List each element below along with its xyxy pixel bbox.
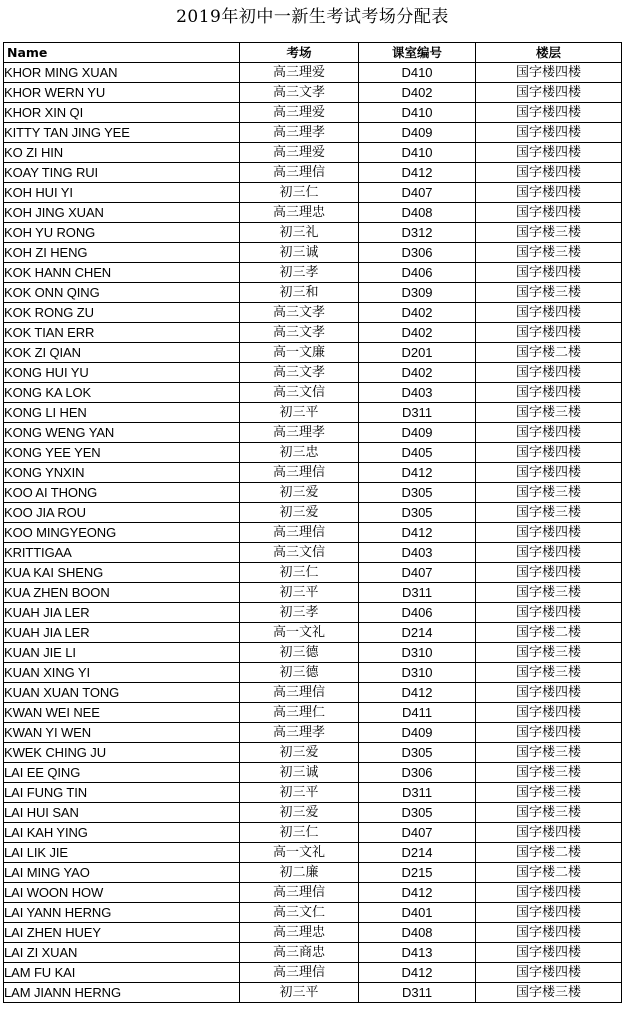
student-name-cell: KOAY TING RUI — [4, 163, 240, 183]
exam-hall-cell: 高三文孝 — [240, 83, 359, 103]
exam-hall-cell: 初三诚 — [240, 763, 359, 783]
room-number-cell: D406 — [359, 603, 476, 623]
room-number-cell: D305 — [359, 803, 476, 823]
room-number-cell: D402 — [359, 83, 476, 103]
room-number-cell: D305 — [359, 483, 476, 503]
table-row — [4, 223, 622, 243]
student-name-cell: LAI LIK JIE — [4, 843, 240, 863]
floor-cell: 国字楼四楼 — [476, 923, 622, 943]
room-number-cell: D311 — [359, 983, 476, 1003]
floor-cell: 国字楼三楼 — [476, 743, 622, 763]
student-name-cell: KITTY TAN JING YEE — [4, 123, 240, 143]
student-name-cell: LAI FUNG TIN — [4, 783, 240, 803]
exam-hall-cell: 初三仁 — [240, 183, 359, 203]
room-number-cell: D311 — [359, 783, 476, 803]
exam-hall-cell: 初三仁 — [240, 563, 359, 583]
exam-hall-cell: 初三平 — [240, 783, 359, 803]
table-row — [4, 983, 622, 1003]
exam-hall-cell: 初三爱 — [240, 803, 359, 823]
exam-hall-cell: 高三理忠 — [240, 203, 359, 223]
exam-hall-cell: 初三德 — [240, 663, 359, 683]
student-name-cell: LAI YANN HERNG — [4, 903, 240, 923]
table-row — [4, 563, 622, 583]
student-name-cell: LAI ZI XUAN — [4, 943, 240, 963]
column-header-hall: 考场 — [240, 43, 359, 63]
room-number-cell: D214 — [359, 623, 476, 643]
exam-hall-cell: 高三理孝 — [240, 123, 359, 143]
exam-hall-cell: 高一文廉 — [240, 343, 359, 363]
floor-cell: 国字楼三楼 — [476, 483, 622, 503]
room-number-cell: D412 — [359, 883, 476, 903]
table-row — [4, 783, 622, 803]
column-header-name: Name — [4, 43, 240, 63]
room-number-cell: D403 — [359, 543, 476, 563]
table-row — [4, 903, 622, 923]
floor-cell: 国字楼三楼 — [476, 783, 622, 803]
room-number-cell: D412 — [359, 523, 476, 543]
table-row — [4, 283, 622, 303]
student-name-cell: KOK TIAN ERR — [4, 323, 240, 343]
table-row — [4, 623, 622, 643]
room-number-cell: D305 — [359, 503, 476, 523]
room-number-cell: D408 — [359, 923, 476, 943]
room-number-cell: D305 — [359, 743, 476, 763]
table-row — [4, 863, 622, 883]
floor-cell: 国字楼四楼 — [476, 723, 622, 743]
student-name-cell: LAI KAH YING — [4, 823, 240, 843]
room-number-cell: D214 — [359, 843, 476, 863]
table-row — [4, 643, 622, 663]
table-row — [4, 63, 622, 83]
student-name-cell: KONG YEE YEN — [4, 443, 240, 463]
exam-hall-cell: 初三忠 — [240, 443, 359, 463]
floor-cell: 国字楼四楼 — [476, 563, 622, 583]
room-number-cell: D406 — [359, 263, 476, 283]
floor-cell: 国字楼四楼 — [476, 543, 622, 563]
student-name-cell: KOO AI THONG — [4, 483, 240, 503]
exam-hall-cell: 高三文孝 — [240, 323, 359, 343]
floor-cell: 国字楼三楼 — [476, 763, 622, 783]
room-number-cell: D402 — [359, 303, 476, 323]
table-row — [4, 103, 622, 123]
room-number-cell: D411 — [359, 703, 476, 723]
exam-hall-cell: 高三理信 — [240, 463, 359, 483]
room-number-cell: D402 — [359, 323, 476, 343]
table-row — [4, 303, 622, 323]
room-number-cell: D407 — [359, 823, 476, 843]
floor-cell: 国字楼四楼 — [476, 83, 622, 103]
table-row — [4, 83, 622, 103]
room-number-cell: D215 — [359, 863, 476, 883]
student-name-cell: KOH YU RONG — [4, 223, 240, 243]
floor-cell: 国字楼三楼 — [476, 643, 622, 663]
room-number-cell: D306 — [359, 243, 476, 263]
table-row — [4, 683, 622, 703]
table-row — [4, 403, 622, 423]
exam-hall-cell: 初三爱 — [240, 483, 359, 503]
floor-cell: 国字楼二楼 — [476, 623, 622, 643]
exam-hall-cell: 初三爱 — [240, 503, 359, 523]
student-name-cell: KONG YNXIN — [4, 463, 240, 483]
exam-hall-cell: 高三理信 — [240, 163, 359, 183]
room-number-cell: D312 — [359, 223, 476, 243]
exam-hall-cell: 初三礼 — [240, 223, 359, 243]
floor-cell: 国字楼三楼 — [476, 403, 622, 423]
exam-hall-cell: 初三仁 — [240, 823, 359, 843]
floor-cell: 国字楼四楼 — [476, 523, 622, 543]
student-name-cell: LAM JIANN HERNG — [4, 983, 240, 1003]
student-name-cell: KONG KA LOK — [4, 383, 240, 403]
room-number-cell: D405 — [359, 443, 476, 463]
student-name-cell: KHOR WERN YU — [4, 83, 240, 103]
room-number-cell: D410 — [359, 103, 476, 123]
table-row — [4, 883, 622, 903]
student-name-cell: LAM FU KAI — [4, 963, 240, 983]
table-row — [4, 843, 622, 863]
exam-hall-cell: 高三理信 — [240, 683, 359, 703]
floor-cell: 国字楼四楼 — [476, 883, 622, 903]
table-body — [4, 63, 622, 1003]
student-name-cell: KWAN YI WEN — [4, 723, 240, 743]
student-name-cell: KOH ZI HENG — [4, 243, 240, 263]
column-header-room: 课室编号 — [359, 43, 476, 63]
column-header-floor: 楼层 — [476, 43, 622, 63]
student-name-cell: KOO MINGYEONG — [4, 523, 240, 543]
room-number-cell: D412 — [359, 163, 476, 183]
student-name-cell: KONG LI HEN — [4, 403, 240, 423]
exam-hall-cell: 高三理忠 — [240, 923, 359, 943]
floor-cell: 国字楼四楼 — [476, 63, 622, 83]
exam-hall-cell: 高三文信 — [240, 383, 359, 403]
floor-cell: 国字楼四楼 — [476, 423, 622, 443]
exam-hall-cell: 高三理爱 — [240, 103, 359, 123]
page-title: 2019年初中一新生考试考场分配表 — [176, 7, 449, 27]
table-row — [4, 583, 622, 603]
floor-cell: 国字楼三楼 — [476, 583, 622, 603]
table-row — [4, 963, 622, 983]
table-row — [4, 943, 622, 963]
exam-hall-cell: 高三文孝 — [240, 363, 359, 383]
table-row — [4, 503, 622, 523]
student-name-cell: KONG HUI YU — [4, 363, 240, 383]
room-number-cell: D410 — [359, 143, 476, 163]
floor-cell: 国字楼三楼 — [476, 223, 622, 243]
student-name-cell: KUAN XING YI — [4, 663, 240, 683]
floor-cell: 国字楼四楼 — [476, 183, 622, 203]
exam-hall-cell: 高三理孝 — [240, 423, 359, 443]
table-row — [4, 523, 622, 543]
room-number-cell: D201 — [359, 343, 476, 363]
exam-hall-cell: 高一文礼 — [240, 843, 359, 863]
student-name-cell: KUAH JIA LER — [4, 603, 240, 623]
student-name-cell: LAI EE QING — [4, 763, 240, 783]
student-name-cell: KOH JING XUAN — [4, 203, 240, 223]
exam-hall-cell: 初三和 — [240, 283, 359, 303]
table-row — [4, 363, 622, 383]
student-name-cell: KOK RONG ZU — [4, 303, 240, 323]
student-name-cell: KWEK CHING JU — [4, 743, 240, 763]
room-number-cell: D402 — [359, 363, 476, 383]
table-row — [4, 443, 622, 463]
floor-cell: 国字楼四楼 — [476, 163, 622, 183]
table-row — [4, 243, 622, 263]
exam-hall-cell: 初三诚 — [240, 243, 359, 263]
table-row — [4, 483, 622, 503]
student-name-cell: KOH HUI YI — [4, 183, 240, 203]
exam-hall-cell: 高三理爱 — [240, 143, 359, 163]
exam-hall-cell: 高三商忠 — [240, 943, 359, 963]
exam-hall-cell: 初二廉 — [240, 863, 359, 883]
floor-cell: 国字楼四楼 — [476, 823, 622, 843]
floor-cell: 国字楼三楼 — [476, 503, 622, 523]
room-number-cell: D403 — [359, 383, 476, 403]
exam-hall-cell: 初三孝 — [240, 603, 359, 623]
table-row — [4, 183, 622, 203]
table-row — [4, 823, 622, 843]
room-number-cell: D412 — [359, 683, 476, 703]
room-number-cell: D310 — [359, 643, 476, 663]
room-number-cell: D401 — [359, 903, 476, 923]
floor-cell: 国字楼四楼 — [476, 443, 622, 463]
table-row — [4, 263, 622, 283]
exam-allocation-table — [3, 42, 622, 1003]
floor-cell: 国字楼四楼 — [476, 263, 622, 283]
floor-cell: 国字楼三楼 — [476, 283, 622, 303]
floor-cell: 国字楼三楼 — [476, 663, 622, 683]
student-name-cell: KHOR MING XUAN — [4, 63, 240, 83]
exam-hall-cell: 高三理孝 — [240, 723, 359, 743]
exam-hall-cell: 高三理爱 — [240, 63, 359, 83]
exam-hall-cell: 初三德 — [240, 643, 359, 663]
student-name-cell: KWAN WEI NEE — [4, 703, 240, 723]
room-number-cell: D409 — [359, 723, 476, 743]
exam-hall-cell: 高三文孝 — [240, 303, 359, 323]
room-number-cell: D412 — [359, 463, 476, 483]
table-row — [4, 123, 622, 143]
floor-cell: 国字楼四楼 — [476, 943, 622, 963]
student-name-cell: LAI MING YAO — [4, 863, 240, 883]
student-name-cell: KOK HANN CHEN — [4, 263, 240, 283]
floor-cell: 国字楼三楼 — [476, 243, 622, 263]
table-row — [4, 763, 622, 783]
student-name-cell: LAI ZHEN HUEY — [4, 923, 240, 943]
room-number-cell: D306 — [359, 763, 476, 783]
floor-cell: 国字楼二楼 — [476, 863, 622, 883]
room-number-cell: D409 — [359, 423, 476, 443]
table-row — [4, 203, 622, 223]
table-row — [4, 143, 622, 163]
exam-hall-cell: 高三理信 — [240, 523, 359, 543]
student-name-cell: KRITTIGAA — [4, 543, 240, 563]
room-number-cell: D410 — [359, 63, 476, 83]
exam-hall-cell: 初三孝 — [240, 263, 359, 283]
floor-cell: 国字楼四楼 — [476, 703, 622, 723]
floor-cell: 国字楼四楼 — [476, 143, 622, 163]
room-number-cell: D408 — [359, 203, 476, 223]
floor-cell: 国字楼四楼 — [476, 463, 622, 483]
table-row — [4, 163, 622, 183]
room-number-cell: D412 — [359, 963, 476, 983]
exam-hall-cell: 高三理仁 — [240, 703, 359, 723]
table-row — [4, 603, 622, 623]
table-header-row — [4, 43, 622, 63]
student-name-cell: KUAH JIA LER — [4, 623, 240, 643]
room-number-cell: D311 — [359, 583, 476, 603]
room-number-cell: D311 — [359, 403, 476, 423]
floor-cell: 国字楼四楼 — [476, 963, 622, 983]
student-name-cell: KUAN JIE LI — [4, 643, 240, 663]
table-row — [4, 723, 622, 743]
student-name-cell: KONG WENG YAN — [4, 423, 240, 443]
exam-hall-cell: 初三爱 — [240, 743, 359, 763]
room-number-cell: D407 — [359, 183, 476, 203]
table-row — [4, 383, 622, 403]
student-name-cell: KUA ZHEN BOON — [4, 583, 240, 603]
exam-hall-cell: 高三理信 — [240, 883, 359, 903]
floor-cell: 国字楼二楼 — [476, 843, 622, 863]
exam-hall-cell: 初三平 — [240, 583, 359, 603]
table-row — [4, 343, 622, 363]
floor-cell: 国字楼四楼 — [476, 103, 622, 123]
room-number-cell: D309 — [359, 283, 476, 303]
student-name-cell: KO ZI HIN — [4, 143, 240, 163]
student-name-cell: KHOR XIN QI — [4, 103, 240, 123]
table-row — [4, 923, 622, 943]
exam-hall-cell: 高三文仁 — [240, 903, 359, 923]
floor-cell: 国字楼四楼 — [476, 303, 622, 323]
exam-hall-cell: 初三平 — [240, 983, 359, 1003]
floor-cell: 国字楼四楼 — [476, 683, 622, 703]
table-row — [4, 663, 622, 683]
floor-cell: 国字楼三楼 — [476, 983, 622, 1003]
student-name-cell: KOK ZI QIAN — [4, 343, 240, 363]
exam-hall-cell: 高一文礼 — [240, 623, 359, 643]
table-row — [4, 803, 622, 823]
floor-cell: 国字楼四楼 — [476, 383, 622, 403]
student-name-cell: LAI HUI SAN — [4, 803, 240, 823]
floor-cell: 国字楼四楼 — [476, 903, 622, 923]
table-row — [4, 703, 622, 723]
room-number-cell: D407 — [359, 563, 476, 583]
student-name-cell: KOK ONN QING — [4, 283, 240, 303]
student-name-cell: LAI WOON HOW — [4, 883, 240, 903]
student-name-cell: KOO JIA ROU — [4, 503, 240, 523]
floor-cell: 国字楼三楼 — [476, 803, 622, 823]
room-number-cell: D409 — [359, 123, 476, 143]
exam-hall-cell: 初三平 — [240, 403, 359, 423]
table-row — [4, 323, 622, 343]
student-name-cell: KUA KAI SHENG — [4, 563, 240, 583]
exam-hall-cell: 高三文信 — [240, 543, 359, 563]
floor-cell: 国字楼四楼 — [476, 323, 622, 343]
floor-cell: 国字楼四楼 — [476, 123, 622, 143]
room-number-cell: D310 — [359, 663, 476, 683]
floor-cell: 国字楼四楼 — [476, 603, 622, 623]
table-row — [4, 463, 622, 483]
table-row — [4, 423, 622, 443]
floor-cell: 国字楼二楼 — [476, 343, 622, 363]
table-row — [4, 543, 622, 563]
room-number-cell: D413 — [359, 943, 476, 963]
exam-hall-cell: 高三理信 — [240, 963, 359, 983]
table-row — [4, 743, 622, 763]
floor-cell: 国字楼四楼 — [476, 363, 622, 383]
floor-cell: 国字楼四楼 — [476, 203, 622, 223]
student-name-cell: KUAN XUAN TONG — [4, 683, 240, 703]
